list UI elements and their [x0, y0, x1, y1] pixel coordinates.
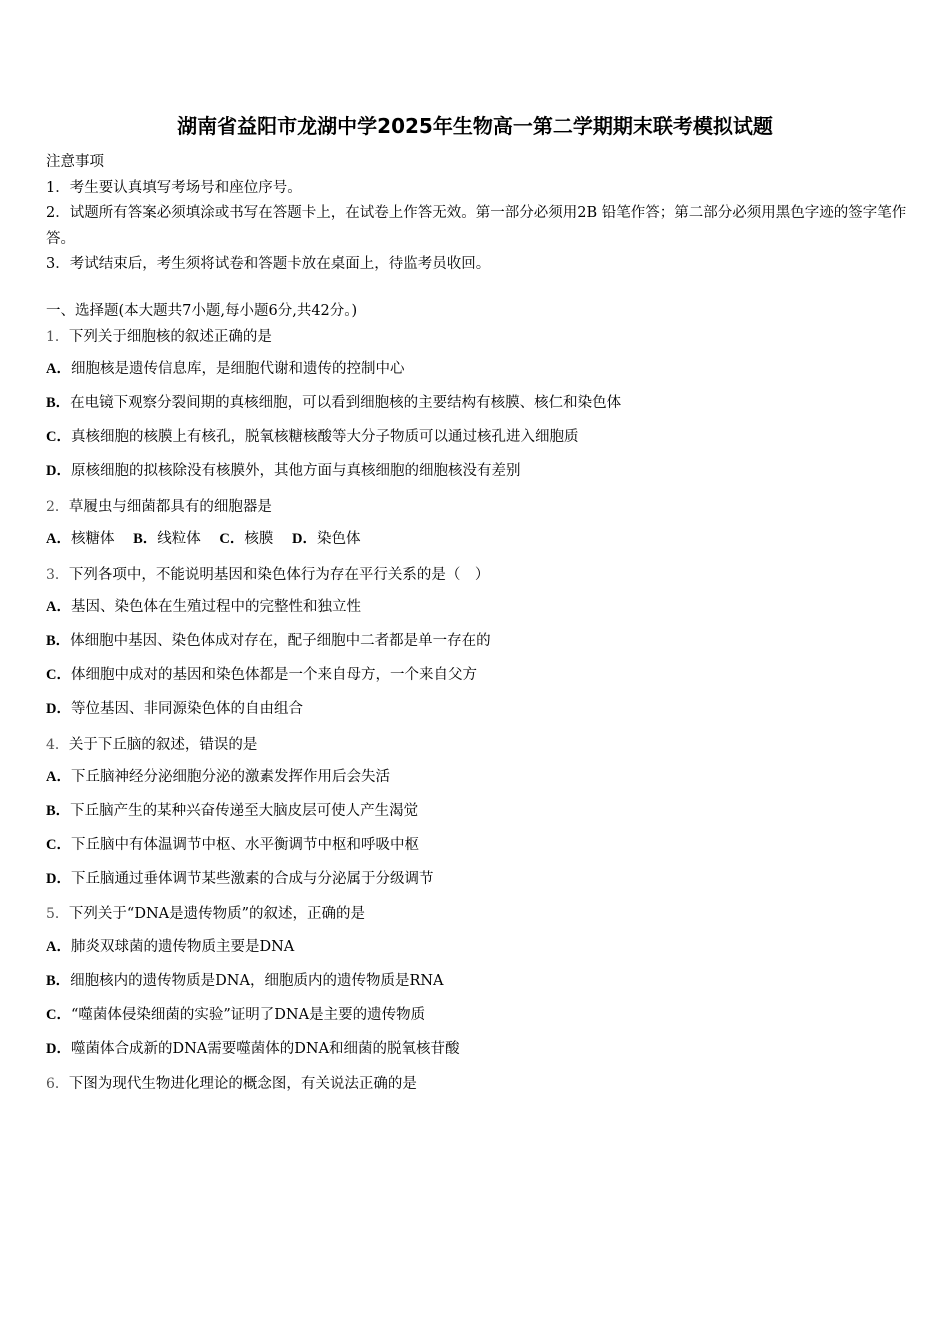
option-text: 肺炎双球菌的遗传物质主要是DNA — [70, 939, 295, 955]
question-number: 4． — [46, 737, 69, 753]
inline-options — [46, 526, 374, 552]
question-number: 3． — [46, 567, 69, 583]
option-text: 核膜 — [244, 531, 274, 547]
option-a — [46, 764, 390, 790]
option-c — [46, 424, 578, 450]
option-text: 等位基因、非同源染色体的自由组合 — [70, 701, 303, 717]
option-letter: A． — [46, 599, 71, 615]
question-number: 1． — [46, 329, 69, 345]
notice-block — [46, 150, 908, 278]
question-stem — [46, 1071, 417, 1097]
page-title: 湖南省益阳市龙湖中学2025年生物高一第二学期期末联考模拟试题 — [177, 114, 773, 138]
question-text: 草履虫与细菌都具有的细胞器是 — [68, 499, 272, 515]
option-letter: B． — [46, 395, 71, 411]
option-letter: A． — [46, 361, 71, 377]
option-letter: B． — [46, 803, 71, 819]
option-c — [46, 662, 477, 688]
option-a — [46, 594, 361, 620]
option-letter: D． — [291, 531, 317, 547]
option-text: 下丘脑产生的某种兴奋传递至大脑皮层可使人产生渴觉 — [70, 803, 419, 819]
option-d — [46, 1036, 460, 1062]
option-b — [46, 968, 444, 994]
option-b — [46, 798, 418, 824]
option-text: 细胞核内的遗传物质是DNA，细胞质内的遗传物质是RNA — [70, 973, 444, 989]
option-letter: D． — [46, 701, 71, 717]
option-text: 染色体 — [316, 531, 361, 547]
option-text: 下丘脑通过垂体调节某些激素的合成与分泌属于分级调节 — [70, 871, 434, 887]
option-letter: D． — [46, 871, 71, 887]
option-letter: C． — [219, 531, 245, 547]
option-c — [219, 526, 273, 552]
option-a — [46, 934, 294, 960]
option-letter: B． — [46, 633, 71, 649]
question-text: 关于下丘脑的叙述，错误的是 — [68, 737, 258, 753]
option-text: 下丘脑神经分泌细胞分泌的激素发挥作用后会失活 — [70, 769, 390, 785]
notice-heading: 注意事项 — [46, 154, 104, 170]
option-text: 线粒体 — [157, 531, 201, 547]
option-a — [46, 526, 114, 552]
option-letter: D． — [46, 463, 71, 479]
option-c — [46, 832, 419, 858]
option-text: 在电镜下观察分裂间期的真核细胞，可以看到细胞核的主要结构有核膜、核仁和染色体 — [70, 395, 622, 411]
option-text: “噬菌体侵染细菌的实验”证明了DNA是主要的遗传物质 — [70, 1007, 426, 1023]
option-text: 基因、染色体在生殖过程中的完整性和独立性 — [70, 599, 361, 615]
option-text: 原核细胞的拟核除没有核膜外，其他方面与真核细胞的细胞核没有差别 — [70, 463, 521, 479]
question-stem — [46, 732, 257, 758]
option-letter: C． — [46, 1007, 71, 1023]
option-letter: A． — [46, 531, 71, 547]
option-letter: B． — [133, 531, 158, 547]
option-b — [46, 390, 621, 416]
notice-item: 3．考试结束后，考生须将试卷和答题卡放在桌面上，待监考员收回。 — [46, 256, 491, 272]
option-d — [46, 696, 303, 722]
question-number: 2． — [46, 499, 69, 515]
option-letter: B． — [46, 973, 71, 989]
option-letter: C． — [46, 429, 71, 445]
option-letter: C． — [46, 837, 71, 853]
section-heading: 一、选择题(本大题共7小题,每小题6分,共42分。) — [46, 303, 358, 319]
question-stem — [46, 562, 489, 588]
option-letter: A． — [46, 769, 71, 785]
question-stem — [46, 494, 272, 520]
option-c — [46, 1002, 425, 1028]
option-a — [46, 356, 404, 382]
question-stem — [46, 901, 365, 927]
question-text: 下列关于“DNA是遗传物质”的叙述，正确的是 — [68, 906, 366, 922]
option-letter: D． — [46, 1041, 71, 1057]
notice-item: 1．考生要认真填写考场号和座位序号。 — [46, 179, 302, 196]
option-text: 核糖体 — [70, 531, 115, 547]
option-b — [133, 526, 201, 552]
option-text: 噬菌体合成新的DNA需要噬菌体的DNA和细菌的脱氧核苷酸 — [70, 1041, 460, 1057]
question-stem — [46, 324, 272, 350]
option-text: 体细胞中基因、染色体成对存在，配子细胞中二者都是单一存在的 — [70, 633, 491, 649]
question-number: 6． — [46, 1076, 69, 1092]
option-d — [46, 458, 520, 484]
option-d — [292, 526, 360, 552]
question-number: 5． — [46, 906, 69, 922]
option-b — [46, 628, 491, 654]
question-text: 下列各项中，不能说明基因和染色体行为存在平行关系的是（ ） — [68, 567, 490, 583]
question-text: 下列关于细胞核的叙述正确的是 — [68, 329, 272, 345]
option-text: 下丘脑中有体温调节中枢、水平衡调节中枢和呼吸中枢 — [70, 837, 419, 853]
option-text: 真核细胞的核膜上有核孔，脱氧核糖核酸等大分子物质可以通过核孔进入细胞质 — [70, 429, 579, 445]
option-d — [46, 866, 433, 892]
option-text: 体细胞中成对的基因和染色体都是一个来自母方，一个来自父方 — [70, 667, 477, 683]
question-text: 下图为现代生物进化理论的概念图，有关说法正确的是 — [68, 1076, 417, 1092]
option-text: 细胞核是遗传信息库，是细胞代谢和遗传的控制中心 — [70, 361, 405, 377]
option-letter: A． — [46, 939, 71, 955]
notice-item: 2．试题所有答案必须填涂或书写在答题卡上，在试卷上作答无效。第一部分必须用2B 铅笔作答；第二部分必须用黑色字迹的签字笔作答。 — [46, 205, 907, 247]
option-letter: C． — [46, 667, 71, 683]
